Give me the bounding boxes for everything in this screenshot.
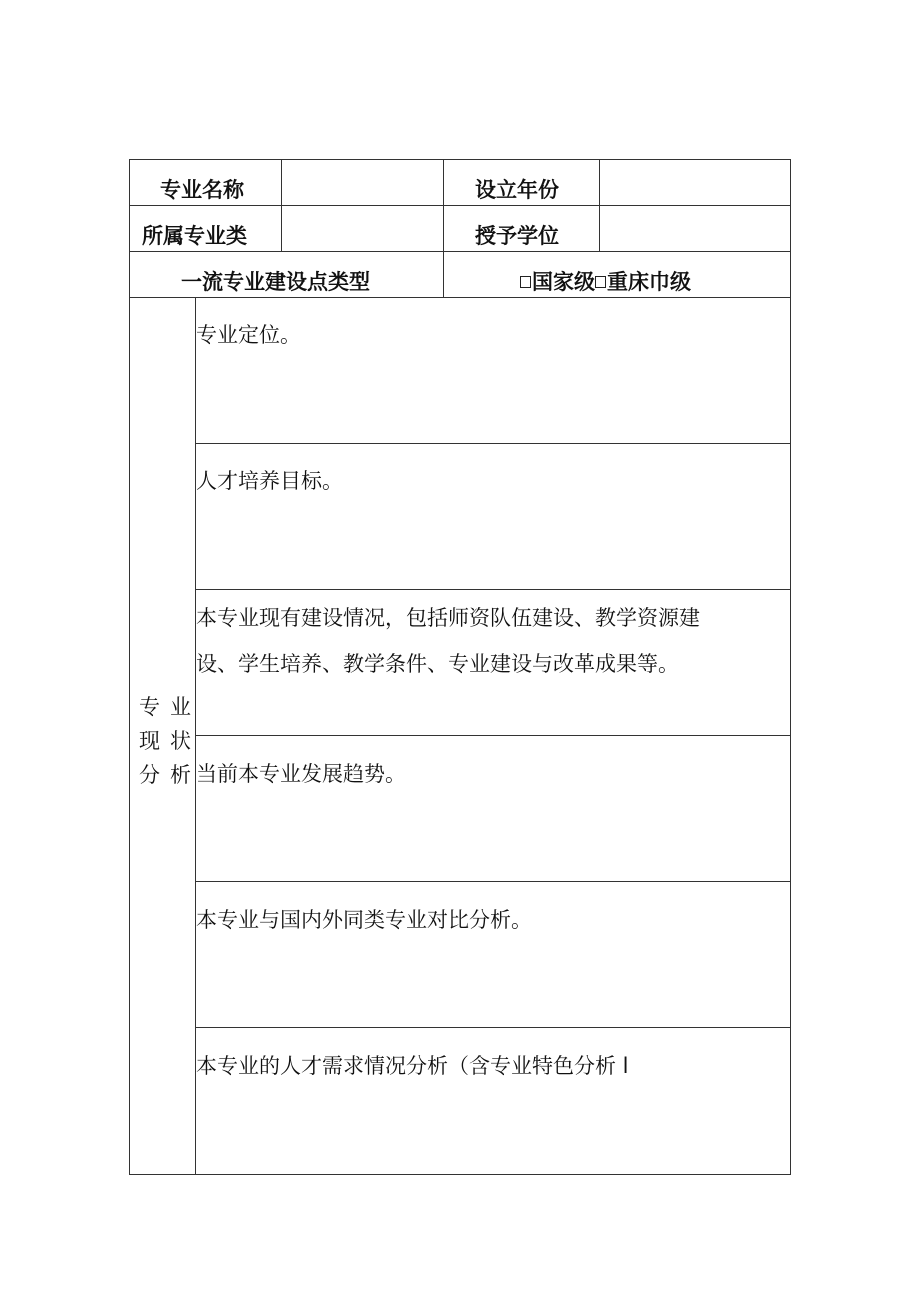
section-divider-1 (195, 443, 791, 444)
degree-label: 授予学位 (475, 224, 559, 248)
degree-field[interactable] (600, 206, 790, 251)
municipal-level-checkbox[interactable] (595, 276, 606, 288)
established-year-label: 设立年份 (475, 178, 559, 202)
major-category-label: 所属专业类 (142, 224, 247, 248)
side-label-line-3: 分析 (139, 763, 191, 787)
section-development-trend[interactable]: 当前本专业发展趋势。 (196, 762, 406, 786)
section-comparison[interactable]: 本专业与国内外同类专业对比分析。 (196, 908, 532, 932)
major-category-field[interactable] (282, 206, 443, 251)
established-year-field[interactable] (600, 160, 790, 205)
construction-type-options (520, 266, 691, 296)
national-level-label: 国家级 (532, 270, 595, 294)
national-level-checkbox[interactable] (520, 276, 531, 288)
section-positioning[interactable]: 专业定位。 (196, 323, 301, 347)
side-label-line-1: 专 业 (139, 695, 191, 719)
construction-type-label: 一流专业建设点类型 (181, 270, 370, 294)
col-divider-2 (443, 159, 444, 297)
section-current-construction-line-1[interactable]: 本专业现有建设情况，包括师资队伍建设、教学资源建 (196, 606, 700, 630)
section-talent-demand[interactable]: 本专业的人才需求情况分析（含专业特色分析 l (196, 1054, 629, 1078)
municipal-level-label: 重床巾级 (607, 270, 691, 294)
section-divider-2 (195, 589, 791, 590)
section-divider-4 (195, 881, 791, 882)
section-training-goals[interactable]: 人才培养目标。 (196, 469, 343, 493)
row-divider-2 (129, 251, 791, 252)
side-label-line-2: 现 状 (139, 729, 191, 753)
analysis-col-divider (195, 297, 196, 1175)
major-name-label: 专业名称 (160, 178, 244, 202)
row-divider-3 (129, 297, 791, 298)
major-name-field[interactable] (282, 160, 443, 205)
section-current-construction-line-2: 设、学生培养、教学条件、专业建设与改革成果等。 (196, 652, 679, 676)
section-divider-3 (195, 735, 791, 736)
section-divider-5 (195, 1027, 791, 1028)
